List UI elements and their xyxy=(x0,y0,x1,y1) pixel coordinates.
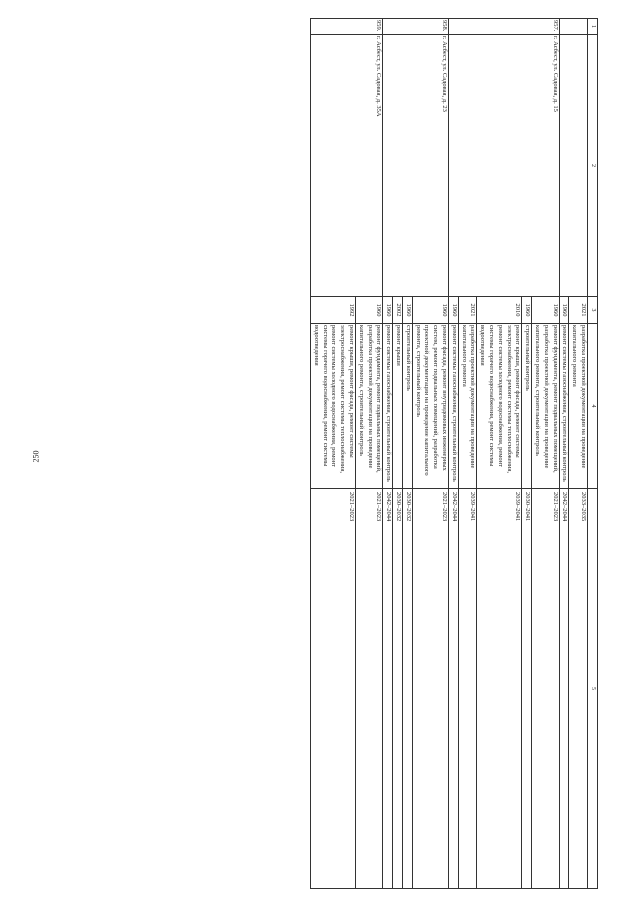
page-number: 250 xyxy=(31,450,41,463)
row-work: разработка проектной документации на проведение капитального ремонта xyxy=(458,324,477,489)
row-address xyxy=(559,35,587,297)
row-period: 2021–2023 xyxy=(356,489,383,889)
document-page xyxy=(75,18,598,888)
row-work: строительный контроль xyxy=(403,324,413,489)
row-work: ремонт фундамента, ремонт подвальных помещений, разработка проектной документации на проведение капитального ремонта, строительный контроль xyxy=(532,324,559,489)
row-work: ремонт системы газоснабжения, строительный контроль xyxy=(449,324,459,489)
row-address: г. Асбест, ул. Садовая, д. 35А xyxy=(311,35,383,297)
row-year: 1960 xyxy=(559,297,569,324)
header-col-3: 3 xyxy=(588,297,598,324)
row-period: 2042–2044 xyxy=(449,489,459,889)
table-row xyxy=(569,19,588,889)
row-year: 1960 xyxy=(383,297,393,324)
row-number: 959. xyxy=(311,19,383,35)
row-work: ремонт крыши xyxy=(393,324,403,489)
row-work: ремонт фасада, ремонт внутридомовых инженерных систем, ремонт подвальных помещений, разработка проектной документации на проведение капитального ремонта, строительный контроль xyxy=(412,324,448,489)
table-row xyxy=(356,19,383,889)
row-period: 2042–2044 xyxy=(383,489,393,889)
row-year: 2021 xyxy=(458,297,477,324)
header-col-2: 2 xyxy=(588,35,598,297)
row-period: 2039–2041 xyxy=(458,489,477,889)
rotated-table-container xyxy=(75,18,598,888)
row-number: 957. xyxy=(449,19,560,35)
row-address: г. Асбест, ул. Садовая, д. 23 xyxy=(383,35,449,297)
row-year: 1960 xyxy=(522,297,532,324)
capital-repair-table xyxy=(310,18,598,889)
header-col-1: 1 xyxy=(588,19,598,35)
row-year: 1992 xyxy=(311,297,356,324)
row-work: ремонт крыши, ремонт фасада, ремонт системы электроснабжения, ремонт системы теплоснабжения, ремонт системы холодного водоснабжения, ремонт системы горячего водоснабжения, ремонт системы водоотведения xyxy=(477,324,522,489)
row-work: ремонт системы газоснабжения, строительный контроль xyxy=(559,324,569,489)
row-number xyxy=(559,19,587,35)
row-work: разработка проектной документации на проведение капитального ремонта xyxy=(569,324,588,489)
row-period: 2021–2023 xyxy=(311,489,356,889)
row-work: строительный контроль xyxy=(522,324,532,489)
row-period: 2039–2041 xyxy=(477,489,522,889)
row-period: 2030–2041 xyxy=(522,489,532,889)
row-period: 2021–2023 xyxy=(412,489,448,889)
row-year: 1960 xyxy=(403,297,413,324)
header-col-5: 5 xyxy=(588,489,598,889)
row-year: 2010 xyxy=(477,297,522,324)
row-year: 2021 xyxy=(569,297,588,324)
row-year: 2002 xyxy=(393,297,403,324)
row-address: г. Асбест, ул. Садовая, д. 15 xyxy=(449,35,560,297)
row-period: 2033–2035 xyxy=(569,489,588,889)
row-number: 958. xyxy=(383,19,449,35)
row-year: 1960 xyxy=(412,297,448,324)
row-year: 1960 xyxy=(356,297,383,324)
row-period: 2021–2023 xyxy=(532,489,559,889)
row-year: 1960 xyxy=(449,297,459,324)
row-work: ремонт фундамента, ремонт подвальных помещений, разработка проектной документации на проведение капитального ремонта, строительный контроль xyxy=(356,324,383,489)
table-row xyxy=(532,19,559,889)
header-col-4: 4 xyxy=(588,324,598,489)
row-work: ремонт системы газоснабжения, строительный контроль xyxy=(383,324,393,489)
table-row xyxy=(412,19,448,889)
row-period: 2042–2044 xyxy=(559,489,569,889)
row-period: 2030–2032 xyxy=(393,489,403,889)
table-header-row xyxy=(588,19,598,889)
row-period: 2030–2032 xyxy=(403,489,413,889)
row-year: 1960 xyxy=(532,297,559,324)
row-work: ремонт крыши, ремонт фасада, ремонт системы электроснабжения, ремонт системы теплоснабжения, ремонт системы холодного водоснабжения, ремонт системы горячего водоснабжения, ремонт системы водоотведения xyxy=(311,324,356,489)
